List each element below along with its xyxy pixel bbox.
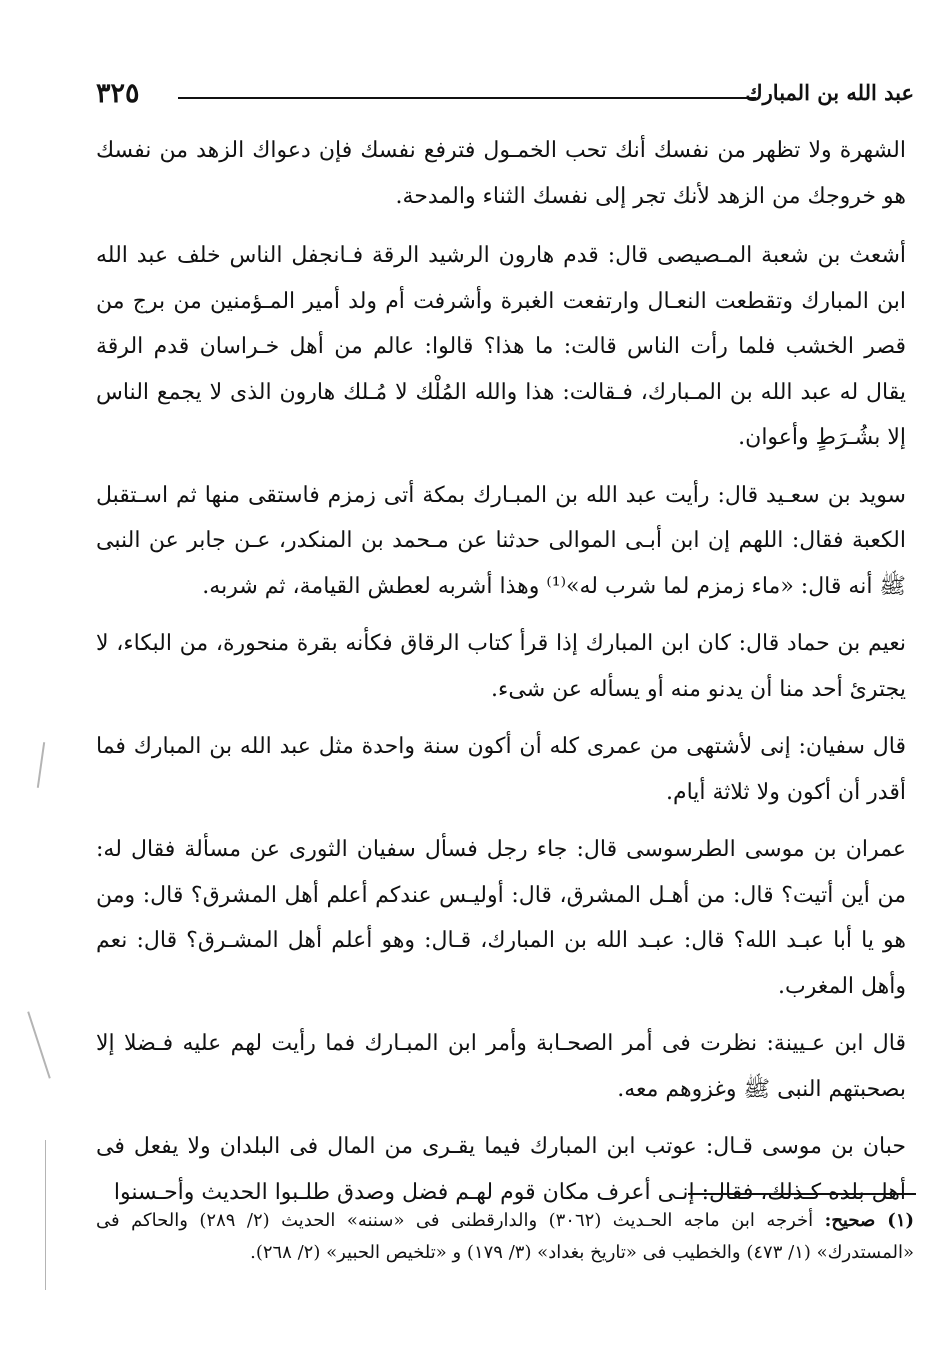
paragraph: سويد بن سعـيد قال: رأيت عبد الله بن المبـارك بمكة أتى زمزم فاستقى منها ثم اسـتقبل الكعبة فقال: اللهم إن ابن أبـى الموالى حدثنا عن مـحمد بن المنكدر، عـن جابر عن النبى ﷺ أنه قال: «ماء زمزم لما شرب له»⁽¹⁾ وهذا أشربه لعطش القيامة، ثم شربه. <box>96 482 906 599</box>
paragraph: أشعث بن شعبة المـصيصى قال: قدم هارون الرشيد الرقة فـانجفل الناس خلف عبد الله ابن المبارك وتقطعت النعـال وارتفعت الغبرة وأشرفت أم ولد أمير المـؤمنين من برج من قصر الخشب فلما رأت الناس قالت: ما هذا؟ قالوا: عالم من أهل خـراسان قدم الرقة يقال له عبد الله بن المـبارك، فـقالت: هذا والله المُلْك لا مُـلك هارون الذى لا يجمع الناس إلا بشُـرَطٍ وأعوان. <box>96 243 906 450</box>
footnote <box>96 1205 914 1269</box>
running-title: عبد الله بن المبارك <box>745 80 914 105</box>
paragraph: نعيم بن حماد قال: كان ابن المبارك إذا قرأ كتاب الرقاق فكأنه بقرة منحورة، من البكاء، لا يجترئ أحد منا أن يدنو منه أو يسأله عن شىء. <box>96 631 906 702</box>
header-rule <box>178 97 756 99</box>
paragraph: قال ابن عـيينة: نظرت فى أمر الصحـابة وأمر ابن المبـارك فما رأيت لهم عليه فـضلا إلا بصحبتهم النبى ﷺ وغزوهم معه. <box>96 1031 906 1102</box>
scan-margin-mark <box>27 1011 51 1078</box>
scan-margin-mark <box>45 1140 46 1290</box>
paragraph: حبان بن موسى قـال: عوتب ابن المبارك فيما يقـرى من المال فى البلدان ولا يفعل فى أهل بلده كـذلك، فقال: إنـى أعرف مكان قوم لهـم فضل وصدق طلـبوا الحديث وأحـسنوا <box>96 1134 906 1205</box>
main-text <box>96 128 906 1227</box>
paragraph: قال سفيان: إنى لأشتهى من عمرى كله أن أكون سنة واحدة مثل عبد الله بن المبارك فما أقدر أن أكون ولا ثلاثة أيام. <box>96 734 906 805</box>
footnote-rule <box>688 1193 916 1195</box>
running-header <box>96 78 914 118</box>
footnote-text: أخرجه ابن ماجه الحـديث (٣٠٦٢) والدارقطنى فى «سننه» الحديث (٢/ ٢٨٩) والحاكم فى «المستدرك» (١/ ٤٧٣) والخطيب فى «تاريخ بغداد» (٣/ ١٧٩) و «تلخيص الحبير» (٢/ ٢٦٨). <box>96 1210 914 1263</box>
scan-margin-mark <box>37 742 45 788</box>
paragraph: الشهرة ولا تظهر من نفسك أنك تحب الخمـول فترفع نفسك فإن دعواك الزهد من نفسك هو خروجك من الزهد لأنك تجر إلى نفسك الثناء والمدحة. <box>96 138 906 209</box>
page-number: ٣٢٥ <box>96 78 140 109</box>
footnote-label: (١) صحيح: <box>824 1210 915 1231</box>
paragraph: عمران بن موسى الطرسوسى قال: جاء رجل فسأل سفيان الثورى عن مسألة فقال له: من أين أتيت؟ قال: من أهـل المشرق، قال: أوليـس عندكم أعلم أهل المشرق؟ قال: ومن هو يا أبا عبـد الله؟ قال: عبـد الله بن المبارك، قـال: وهو أعلم أهل المشـرق؟ قال: نعم وأهل المغرب. <box>96 837 906 999</box>
